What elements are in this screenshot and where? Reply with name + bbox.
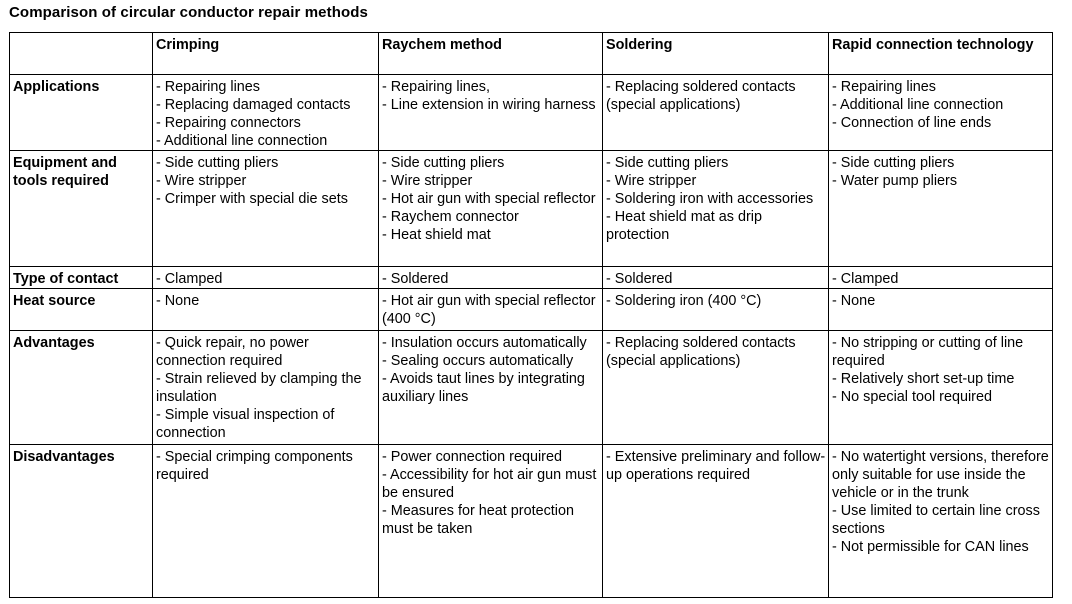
table-cell: - No stripping or cutting of line required - Relatively short set-up time - No special tool required: [829, 331, 1053, 445]
table-cell: - Replacing soldered contacts (special applications): [603, 75, 829, 151]
column-header-raychem: Raychem method: [379, 33, 603, 75]
table-header-row: [10, 33, 1053, 75]
table-cell: - Extensive preliminary and follow-up operations required: [603, 445, 829, 598]
table-cell: - Insulation occurs automatically - Sealing occurs automatically - Avoids taut lines by integrating auxiliary lines: [379, 331, 603, 445]
column-header-rapid-connection: Rapid connection technology: [829, 33, 1053, 75]
table-cell: - Repairing lines - Replacing damaged contacts - Repairing connectors - Additional line connection: [153, 75, 379, 151]
table-cell: - Soldered: [603, 267, 829, 289]
comparison-table: [9, 32, 1053, 598]
table-row-advantages: [10, 331, 1053, 445]
table-cell: - Power connection required - Accessibility for hot air gun must be ensured - Measures for heat protection must be taken: [379, 445, 603, 598]
table-cell: - Side cutting pliers - Wire stripper - Hot air gun with special reflector - Raychem connector - Heat shield mat: [379, 151, 603, 267]
table-cell: - Repairing lines, - Line extension in wiring harness: [379, 75, 603, 151]
table-cell: - Clamped: [829, 267, 1053, 289]
row-header: Advantages: [10, 331, 153, 445]
row-header: Heat source: [10, 289, 153, 331]
table-row-heat-source: [10, 289, 1053, 331]
row-header: Type of contact: [10, 267, 153, 289]
table-cell: - None: [829, 289, 1053, 331]
row-header: Equipment and tools required: [10, 151, 153, 267]
row-header: Applications: [10, 75, 153, 151]
table-row-equipment: [10, 151, 1053, 267]
table-cell: - Side cutting pliers - Water pump pliers: [829, 151, 1053, 267]
row-header: Disadvantages: [10, 445, 153, 598]
table-cell: - Replacing soldered contacts (special applications): [603, 331, 829, 445]
table-cell: - Soldering iron (400 °C): [603, 289, 829, 331]
page-title: Comparison of circular conductor repair methods: [9, 4, 368, 21]
table-cell: - Quick repair, no power connection required - Strain relieved by clamping the insulation - Simple visual inspection of connection: [153, 331, 379, 445]
table-cell: - Clamped: [153, 267, 379, 289]
table-cell: - Soldered: [379, 267, 603, 289]
table-row-disadvantages: [10, 445, 1053, 598]
table-cell: - Side cutting pliers - Wire stripper - Crimper with special die sets: [153, 151, 379, 267]
column-header-soldering: Soldering: [603, 33, 829, 75]
table-row-applications: [10, 75, 1053, 151]
table-cell: - No watertight versions, therefore only suitable for use inside the vehicle or in the trunk - Use limited to certain line cross sections - Not permissible for CAN lines: [829, 445, 1053, 598]
table-cell: - None: [153, 289, 379, 331]
column-header-blank: [10, 33, 153, 75]
table-cell: - Hot air gun with special reflector (400 °C): [379, 289, 603, 331]
column-header-crimping: Crimping: [153, 33, 379, 75]
table-row-type-of-contact: [10, 267, 1053, 289]
table-cell: - Special crimping components required: [153, 445, 379, 598]
table-cell: - Side cutting pliers - Wire stripper - Soldering iron with accessories - Heat shield mat as drip protection: [603, 151, 829, 267]
table-cell: - Repairing lines - Additional line connection - Connection of line ends: [829, 75, 1053, 151]
